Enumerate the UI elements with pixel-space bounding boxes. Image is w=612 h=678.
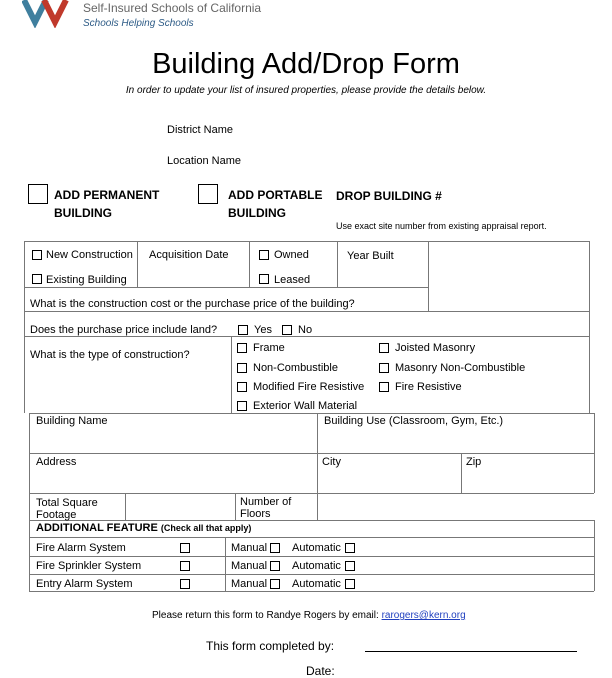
fire-alarm-automatic-checkbox[interactable] [345,543,355,553]
feature-manual-label: Manual [231,560,268,572]
joisted-masonry-label: Joisted Masonry [395,342,476,354]
existing-building-checkbox[interactable] [32,274,42,284]
completed-by-label: This form completed by: [206,639,335,653]
completed-by-line[interactable] [365,651,577,652]
fire-resistive-label: Fire Resistive [395,381,462,393]
exterior-wall-checkbox[interactable] [237,401,247,411]
feature-name: Entry Alarm System [36,578,133,590]
email-link[interactable]: rarogers@kern.org [381,610,466,621]
land-no-checkbox[interactable] [282,325,292,335]
fire-alarm-manual-checkbox[interactable] [270,543,280,553]
leased-label: Leased [274,274,311,286]
add-portable-label-2: BUILDING [228,206,286,220]
masonry-non-combustible-checkbox[interactable] [379,363,389,373]
fire-alarm-checkbox[interactable] [180,543,190,553]
date-label: Date: [306,664,335,678]
joisted-masonry-checkbox[interactable] [379,343,389,353]
org-name: Self-Insured Schools of California [83,1,262,15]
non-combustible-label: Non-Combustible [253,362,338,374]
logo-icon [22,0,74,28]
fire-sprinkler-manual-checkbox[interactable] [270,561,280,571]
acquisition-date-label: Acquisition Date [149,249,229,261]
land-no-label: No [298,324,313,336]
exterior-wall-label: Exterior Wall Material [253,400,358,412]
total-square-label: Total Square [36,497,98,509]
feature-automatic-label: Automatic [292,578,341,590]
modified-fire-resistive-label: Modified Fire Resistive [253,381,365,393]
return-instructions [152,609,466,622]
building-use-label: Building Use (Classroom, Gym, Etc.) [324,415,504,427]
additional-feature-title: ADDITIONAL FEATURE [36,522,158,534]
org-tagline: Schools Helping Schools [83,18,194,29]
feature-manual-label: Manual [231,542,268,554]
feature-name: Fire Alarm System [36,542,126,554]
add-permanent-label-2: BUILDING [54,206,112,220]
add-permanent-checkbox[interactable] [28,184,48,204]
land-yes-checkbox[interactable] [238,325,248,335]
new-construction-label: New Construction [46,249,133,261]
entry-alarm-checkbox[interactable] [180,579,190,589]
drop-building-label: DROP BUILDING # [336,189,442,203]
new-construction-checkbox[interactable] [32,250,42,260]
modified-fire-resistive-checkbox[interactable] [237,382,247,392]
page-subtitle: In order to update your list of insured properties, please provide the details below. [125,85,487,96]
add-portable-checkbox[interactable] [198,184,218,204]
non-combustible-checkbox[interactable] [237,363,247,373]
land-yes-label: Yes [254,324,272,336]
fire-sprinkler-checkbox[interactable] [180,561,190,571]
return-text: Please return this form to Randye Rogers by email: [152,610,379,621]
cost-question: What is the construction cost or the purchase price of the building? [30,298,355,310]
number-floors-label: Number of [240,496,292,508]
existing-building-label: Existing Building [46,274,127,286]
page-title: Building Add/Drop Form [152,48,460,80]
drop-building-note: Use exact site number from existing appraisal report. [336,221,547,231]
construction-question: What is the type of construction? [30,349,190,361]
building-name-label: Building Name [36,415,108,427]
feature-manual-label: Manual [231,578,268,590]
city-label: City [322,456,341,468]
add-portable-label: ADD PORTABLE [228,188,323,202]
owned-checkbox[interactable] [259,250,269,260]
feature-automatic-label: Automatic [292,560,341,572]
district-name-label: District Name [167,124,234,136]
frame-checkbox[interactable] [237,343,247,353]
address-label: Address [36,456,77,468]
entry-alarm-automatic-checkbox[interactable] [345,579,355,589]
additional-feature-note: (Check all that apply) [160,523,252,533]
masonry-non-combustible-label: Masonry Non-Combustible [395,362,526,374]
fire-sprinkler-automatic-checkbox[interactable] [345,561,355,571]
owned-label: Owned [274,249,309,261]
entry-alarm-manual-checkbox[interactable] [270,579,280,589]
location-name-label: Location Name [167,155,241,167]
year-built-label: Year Built [347,250,394,262]
additional-feature-heading [36,522,251,535]
total-square-label-2: Footage [36,509,77,521]
fire-resistive-checkbox[interactable] [379,382,389,392]
number-floors-label-2: Floors [240,508,271,520]
frame-label: Frame [253,342,285,354]
leased-checkbox[interactable] [259,274,269,284]
feature-name: Fire Sprinkler System [36,560,142,572]
feature-automatic-label: Automatic [292,542,341,554]
add-permanent-label: ADD PERMANENT [54,188,160,202]
zip-label: Zip [466,456,482,468]
land-question: Does the purchase price include land? [30,324,218,336]
